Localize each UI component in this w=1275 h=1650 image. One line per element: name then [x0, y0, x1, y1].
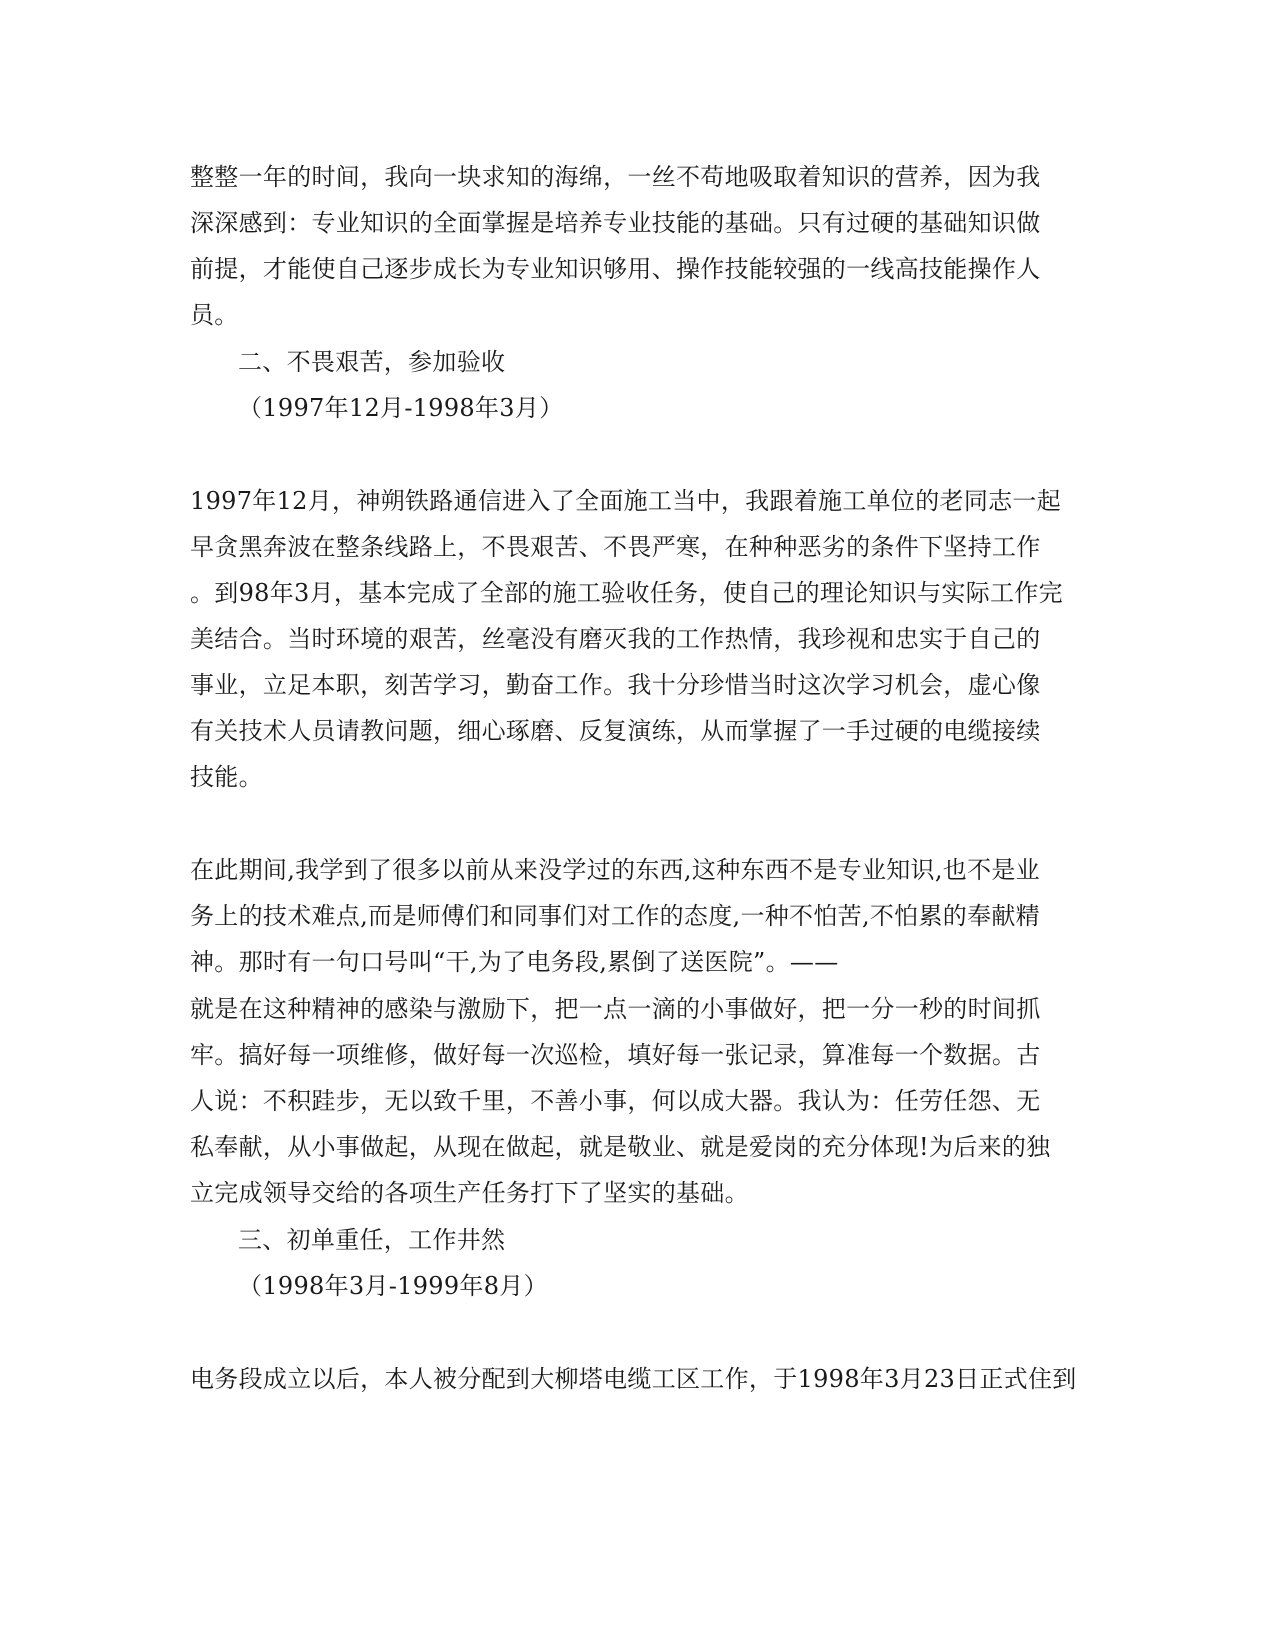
text-line: 事业，立足本职，刻苦学习，勤奋工作。我十分珍惜当时这次学习机会，虚心像: [190, 671, 1041, 699]
section-date-range: （1997年12月-1998年3月）: [238, 394, 564, 422]
text-line: 人说：不积跬步，无以致千里，不善小事，何以成大器。我认为：任劳任怨、无: [190, 1087, 1041, 1115]
text-line: 私奉献，从小事做起，从现在做起，就是敬业、就是爱岗的充分体现!为后来的独: [190, 1133, 1051, 1161]
section-heading: 二、不畏艰苦，参加验收: [238, 348, 506, 376]
text-line: 牢。搞好每一项维修，做好每一次巡检，填好每一张记录，算准每一个数据。古: [190, 1041, 1041, 1069]
text-line: 美结合。当时环境的艰苦，丝毫没有磨灭我的工作热情，我珍视和忠实于自己的: [190, 625, 1041, 653]
text-line: 立完成领导交给的各项生产任务打下了坚实的基础。: [190, 1179, 749, 1207]
section-date-range: （1998年3月-1999年8月）: [238, 1272, 548, 1300]
text-line: 技能。: [190, 763, 263, 791]
text-line: 就是在这种精神的感染与激励下，把一点一滴的小事做好，把一分一秒的时间抓: [190, 995, 1041, 1023]
text-line: 神。那时有一句口号叫“干,为了电务段,累倒了送医院”。——: [190, 948, 839, 976]
text-line: 务上的技术难点,而是师傅们和同事们对工作的态度,一种不怕苦,不怕累的奉献精: [190, 902, 1040, 930]
text-line: 员。: [190, 301, 239, 329]
text-line: 早贪黑奔波在整条线路上，不畏艰苦、不畏严寒，在种种恶劣的条件下坚持工作: [190, 533, 1041, 561]
text-line: 有关技术人员请教问题，细心琢磨、反复演练，从而掌握了一手过硬的电缆接续: [190, 717, 1041, 745]
text-line: 1997年12月，神朔铁路通信进入了全面施工当中，我跟着施工单位的老同志一起: [190, 487, 1062, 515]
text-line: 前提，才能使自己逐步成长为专业知识够用、操作技能较强的一线高技能操作人: [190, 255, 1041, 283]
text-line: 电务段成立以后，本人被分配到大柳塔电缆工区工作，于1998年3月23日正式住到: [190, 1365, 1077, 1393]
text-line: 深深感到：专业知识的全面掌握是培养专业技能的基础。只有过硬的基础知识做: [190, 209, 1041, 237]
text-line: 整整一年的时间，我向一块求知的海绵，一丝不苟地吸取着知识的营养，因为我: [190, 163, 1041, 191]
section-heading: 三、初单重任，工作井然: [238, 1226, 506, 1254]
text-line: 。到98年3月，基本完成了全部的施工验收任务，使自己的理论知识与实际工作完: [190, 579, 1063, 607]
text-line: 在此期间,我学到了很多以前从来没学过的东西,这种东西不是专业知识,也不是业: [190, 856, 1040, 884]
